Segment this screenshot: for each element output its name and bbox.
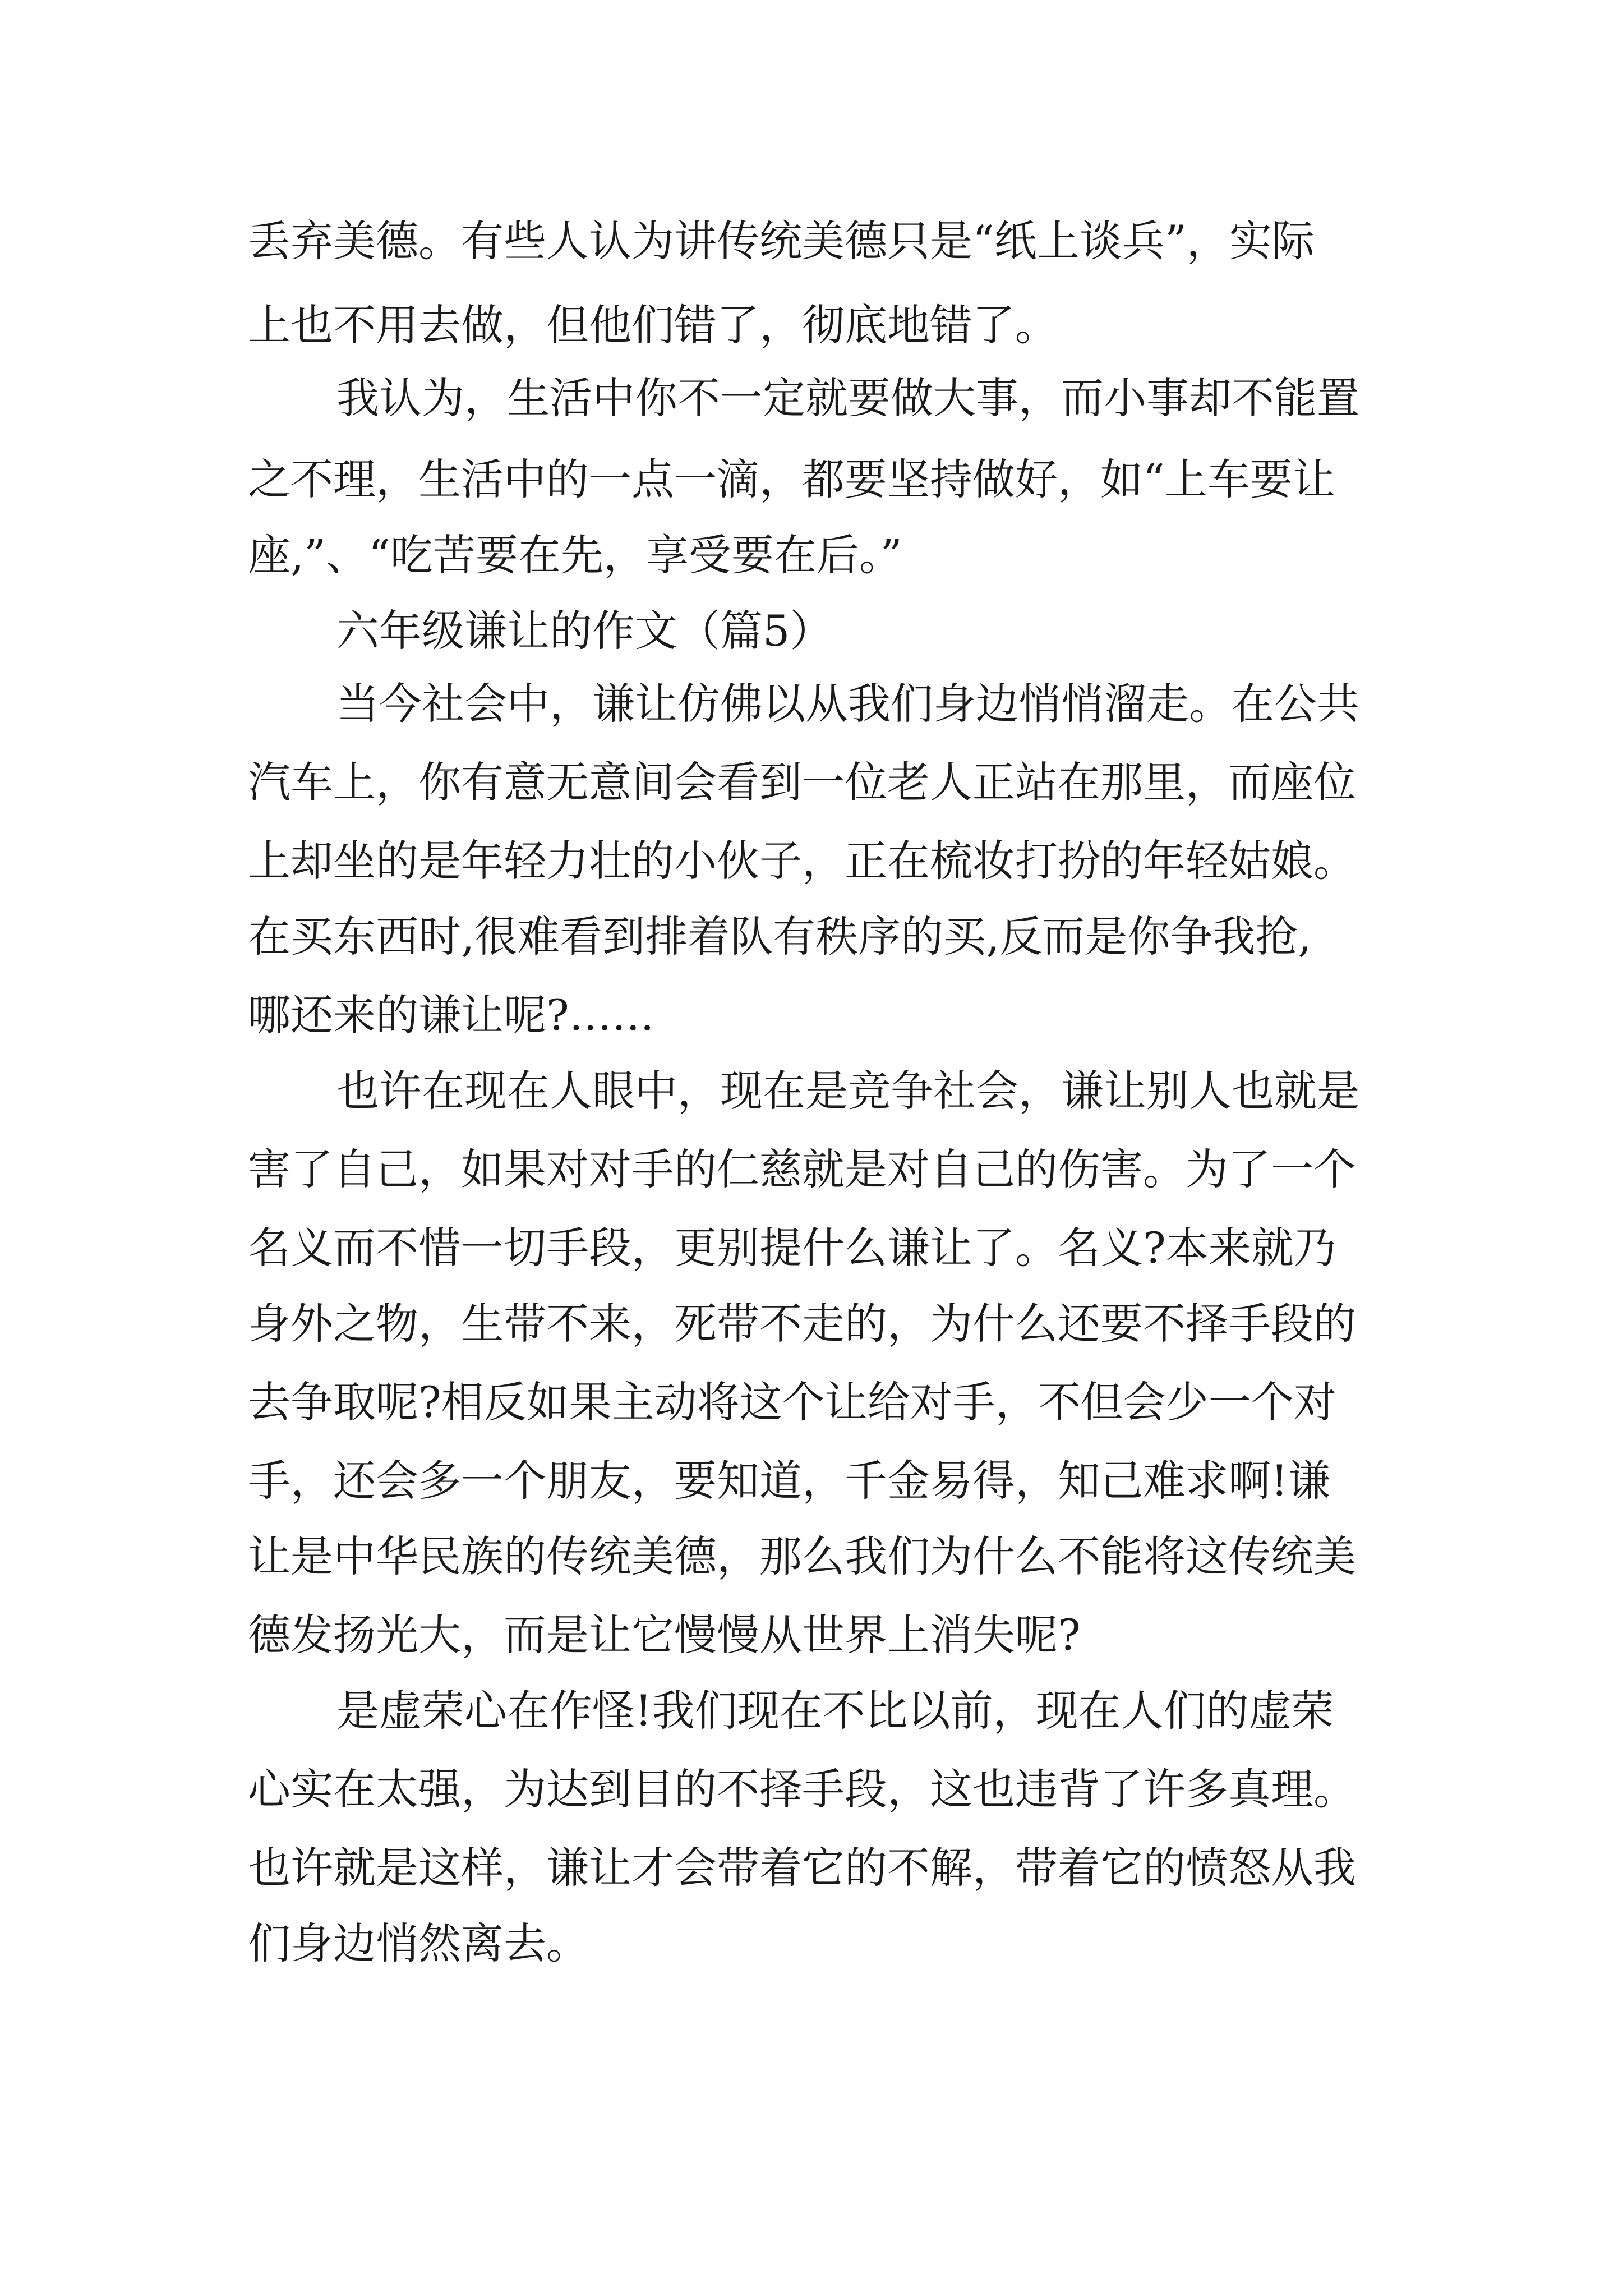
text-line: 心实在太强，为达到目的不择手段，这也违背了许多真理。 — [248, 1764, 1356, 1814]
text-line: 汽车上，你有意无意间会看到一位老人正站在那里，而座位 — [248, 757, 1356, 807]
text-line: 让是中华民族的传统美德，那么我们为什么不能将这传统美 — [248, 1531, 1356, 1581]
text-line: 名义而不惜一切手段，更别提什么谦让了。名义?本来就乃 — [248, 1223, 1336, 1273]
text-line: 们身边悄然离去。 — [248, 1918, 589, 1968]
paragraph-first-line: 也许在现在人眼中，现在是竞争社会，谦让别人也就是 — [336, 1066, 1359, 1116]
text-line: 上也不用去做，但他们错了，彻底地错了。 — [248, 300, 1058, 350]
text-line: 在买东西时,很难看到排着队有秩序的买,反而是你争我抢, — [248, 912, 1312, 961]
text-line: 上却坐的是年轻力壮的小伙子，正在梳妆打扮的年轻姑娘。 — [248, 836, 1356, 886]
paragraph-first-line: 是虚荣心在作怪!我们现在不比以前，现在人们的虚荣 — [336, 1686, 1334, 1736]
text-line: 害了自己，如果对对手的仁慈就是对自己的伤害。为了一个 — [248, 1144, 1356, 1194]
text-line: 德发扬光大，而是让它慢慢从世界上消失呢? — [248, 1610, 1081, 1660]
text-line: 身外之物，生带不来，死带不走的，为什么还要不择手段的 — [248, 1299, 1356, 1349]
paragraph-first-line: 当今社会中，谦让仿佛以从我们身边悄悄溜走。在公共 — [336, 679, 1359, 729]
section-heading: 六年级谦让的作文（篇5） — [336, 606, 833, 656]
text-line: 座,”、“吃苦要在先，享受要在后。” — [248, 530, 902, 580]
text-line: 丢弃美德。有些人认为讲传统美德只是“纸上谈兵”，实际 — [248, 216, 1315, 266]
paragraph-first-line: 我认为，生活中你不一定就要做大事，而小事却不能置 — [336, 373, 1359, 423]
text-line: 去争取呢?相反如果主动将这个让给对手，不但会少一个对 — [248, 1377, 1336, 1427]
text-line: 之不理，生活中的一点一滴，都要坚持做好，如“上车要让 — [248, 454, 1335, 504]
text-line: 也许就是这样，谦让才会带着它的不解，带着它的愤怒从我 — [248, 1843, 1356, 1893]
text-line: 哪还来的谦让呢?…… — [248, 990, 654, 1040]
text-line: 手，还会多一个朋友，要知道，千金易得，知己难求啊!谦 — [248, 1456, 1331, 1506]
